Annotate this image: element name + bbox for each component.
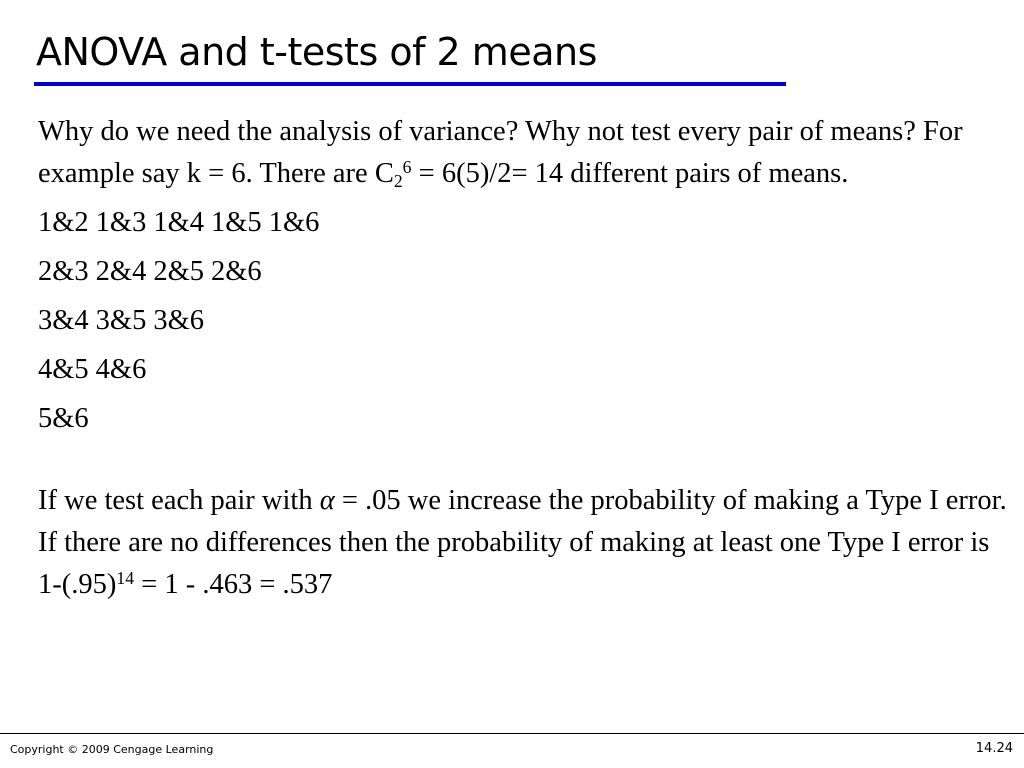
slide-number: 14.24	[975, 741, 1013, 756]
pair-row-3	[38, 300, 1008, 342]
conclusion-text-middle: = .05 we increase the probability of making a Type I error. If there are no differences then the probability of making at least one Type I error is 1-(.95)	[38, 485, 1007, 600]
slide-title: ANOVA and t-tests of 2 means	[36, 30, 597, 74]
pair-item: 1&5	[211, 207, 262, 238]
pair-item: 3&5	[95, 305, 147, 336]
pair-item: 2&6	[211, 256, 262, 287]
pair-item: 2&4	[95, 256, 147, 287]
pair-item: 4&5	[38, 354, 89, 385]
pair-item: 5&6	[38, 403, 89, 434]
pair-row-1	[38, 202, 1008, 244]
intro-text-start: Why do we need the analysis of variance? Why not test every pair of means? For example say k = 6. There are C	[38, 116, 963, 189]
copyright-notice: Copyright © 2009 Cengage Learning	[10, 743, 214, 756]
pair-item: 2&3	[38, 256, 89, 287]
footer-divider	[0, 733, 1024, 734]
pair-item: 1&4	[153, 207, 205, 238]
pair-item: 4&6	[95, 354, 147, 385]
pair-item: 1&3	[95, 207, 147, 238]
conclusion-paragraph	[38, 480, 1008, 606]
intro-text-end: = 6(5)/2= 14 different pairs of means.	[411, 158, 849, 189]
pair-row-5	[38, 398, 1008, 440]
combination-subscript: 2	[393, 170, 403, 191]
pair-item: 1&2	[38, 207, 89, 238]
conclusion-text-start: If we test each pair with	[38, 485, 320, 516]
pair-item: 2&5	[153, 256, 205, 287]
pair-item: 3&6	[153, 305, 205, 336]
pair-item: 1&6	[268, 207, 320, 238]
title-underline	[34, 82, 786, 86]
pair-item: 3&4	[38, 305, 89, 336]
alpha-symbol: α	[319, 485, 335, 516]
pair-row-2	[38, 251, 1008, 293]
combination-superscript: 6	[402, 157, 412, 178]
conclusion-text-end: = 1 - .463 = .537	[134, 569, 333, 600]
slide-body	[38, 111, 1008, 606]
intro-paragraph	[38, 111, 1008, 195]
exponent-superscript: 14	[116, 568, 135, 589]
pair-row-4	[38, 349, 1008, 391]
